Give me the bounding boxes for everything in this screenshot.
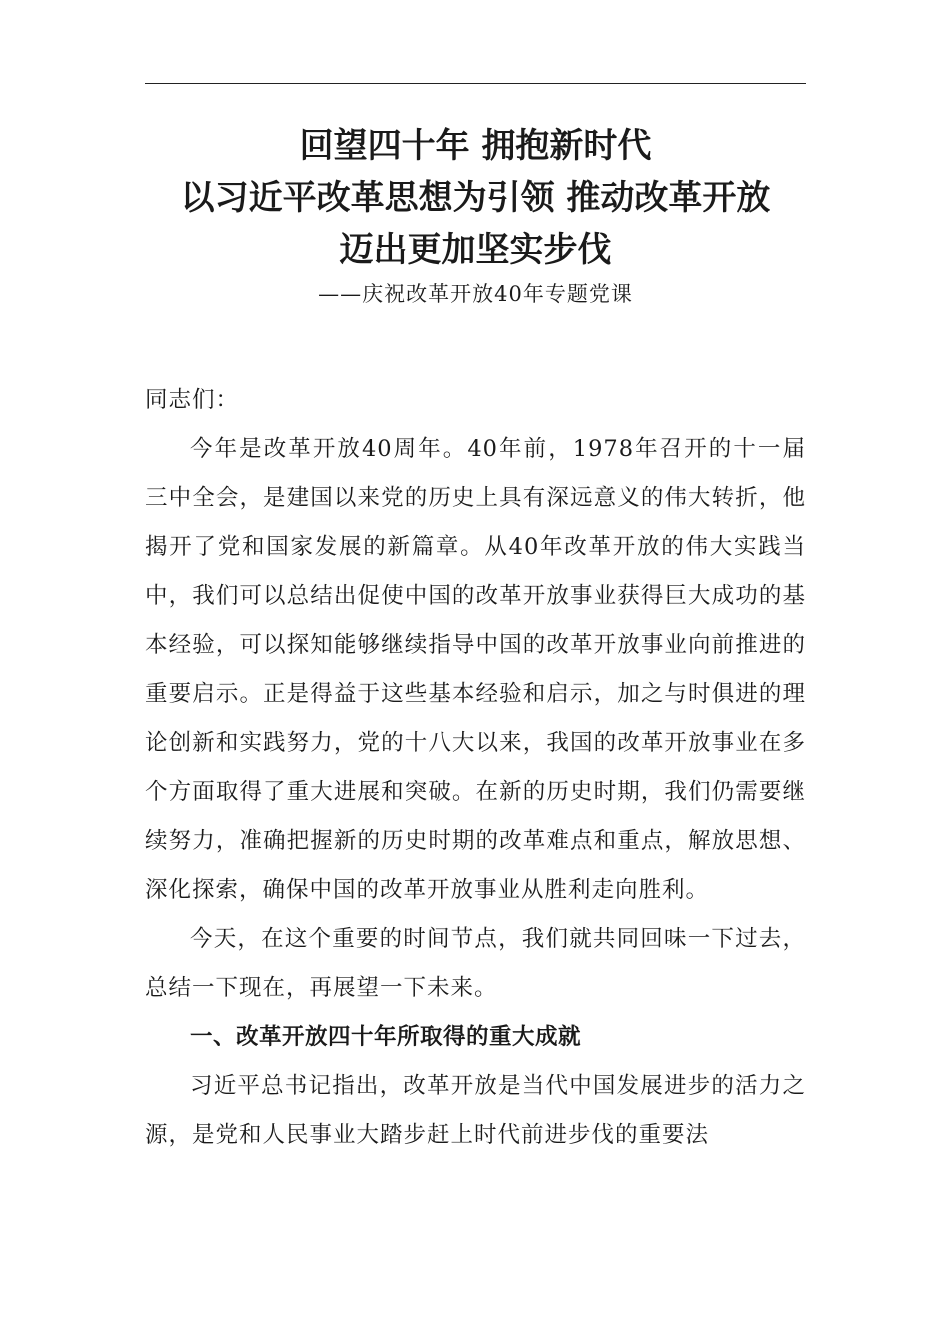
paragraph-1: 今年是改革开放40周年。40年前，1978年召开的十一届三中全会，是建国以来党的历史上具有深远意义的伟大转折，他揭开了党和国家发展的新篇章。从40年改革开放的伟大实践当中，我们可以总结出促使中国的改革开放事业获得巨大成功的基本经验，可以探知能够继续指导中国的改革开放事业向前推进的重要启示。正是得益于这些基本经验和启示，加之与时俱进的理论创新和实践努力，党的十八大以来，我国的改革开放事业在多个方面取得了重大进展和突破。在新的历史时期，我们仍需要继续努力，准确把握新的历史时期的改革难点和重点，解放思想、深化探索，确保中国的改革开放事业从胜利走向胜利。 bbox=[145, 436, 806, 903]
title-block bbox=[145, 120, 806, 312]
section-heading-1: 一、改革开放四十年所取得的重大成就 bbox=[190, 1024, 582, 1050]
paragraph-3: 习近平总书记指出，改革开放是当代中国发展进步的活力之源，是党和人民事业大踏步赶上时代前进步伐的重要法 bbox=[145, 1073, 806, 1148]
title-line-2: 以习近平改革思想为引领 推动改革开放 bbox=[180, 178, 771, 218]
title-line-3: 迈出更加坚实步伐 bbox=[339, 230, 612, 270]
document-body bbox=[145, 376, 806, 1160]
title-line-1: 回望四十年 拥抱新时代 bbox=[299, 126, 652, 166]
salutation: 同志们： bbox=[145, 387, 240, 413]
header-rule bbox=[145, 83, 806, 84]
subtitle: ——庆祝改革开放40年专题党课 bbox=[318, 282, 633, 306]
paragraph-2: 今天，在这个重要的时间节点，我们就共同回味一下过去，总结一下现在，再展望一下未来。 bbox=[145, 926, 806, 1001]
